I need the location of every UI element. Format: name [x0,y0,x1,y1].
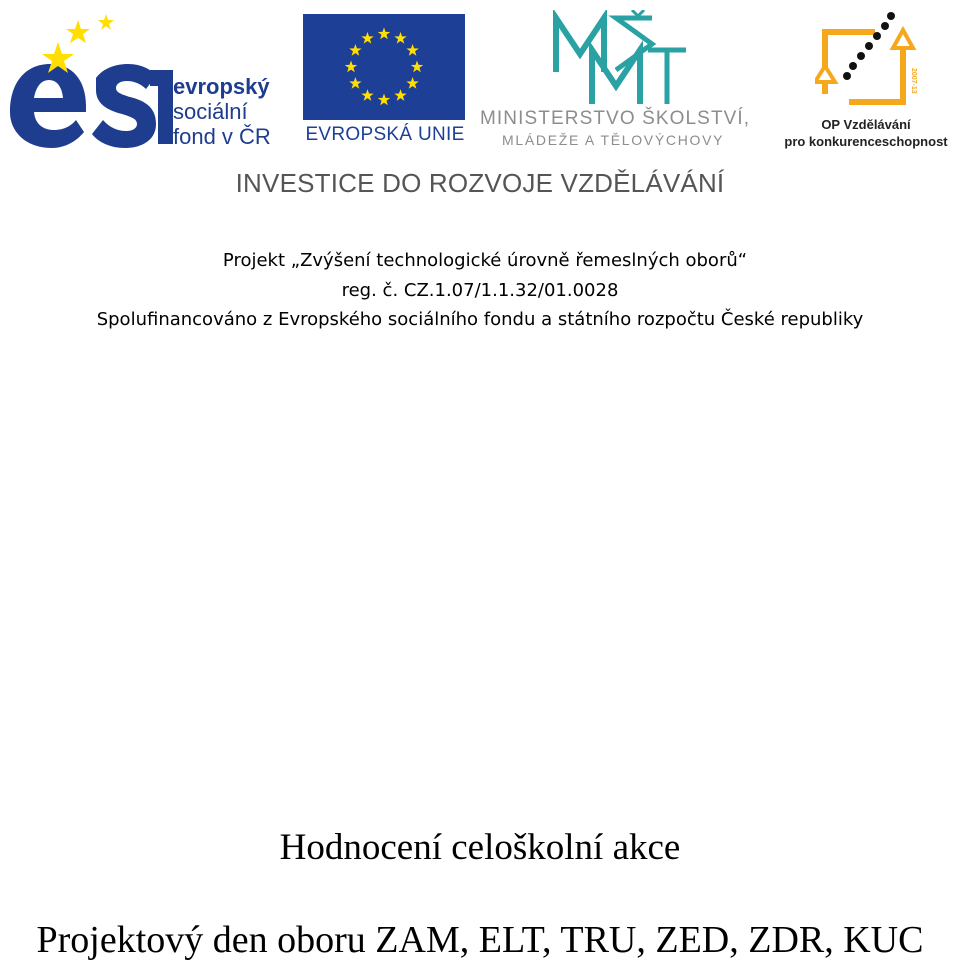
banner-text: INVESTICE DO ROZVOJE VZDĚLÁVÁNÍ [235,168,725,198]
eu-star-icon [378,28,390,40]
op-logo [775,10,957,152]
eu-stars [303,14,465,120]
eu-flag-icon [303,14,465,120]
esf-logo [8,12,293,148]
eu-logo [303,14,467,148]
eu-star-icon [349,44,361,56]
eu-star-icon [345,61,357,73]
msmt-line2: MLÁDEŽE A TĚLOVÝCHOVY [502,132,725,148]
esf-line1: evropský [173,74,270,99]
svg-text:2007-13: 2007-13 [910,68,917,94]
document-title: Hodnocení celoškolní akce [279,827,681,868]
eu-star-icon [406,44,418,56]
msmt-logo [480,8,765,150]
op-line1: OP Vzdělávání [821,117,911,132]
eu-star-icon [349,77,361,89]
msmt-icon [552,10,692,108]
logo-strip [0,0,960,160]
op-line2: pro konkurenceschopnost [784,134,948,149]
esf-line3: fond v ČR [173,124,271,149]
document-subtitle: Projektový den oboru ZAM, ELT, TRU, ZED, ZDR, KUC [36,919,924,961]
eu-star-icon [361,32,373,44]
eu-star-icon [394,89,406,101]
project-funding: Spolufinancováno z Evropského sociálního fondu a státního rozpočtu České republiky [96,309,864,330]
esf-icon [8,12,173,148]
eu-star-icon [361,89,373,101]
msmt-line1: MINISTERSTVO ŠKOLSTVÍ, [480,108,751,129]
eu-star-icon [378,94,390,106]
eu-label: EVROPSKÁ UNIE [305,124,465,145]
eu-star-icon [406,77,418,89]
eu-star-icon [394,32,406,44]
project-name: Projekt „Zvýšení technologické úrovně řemeslných oborů“ [222,250,748,271]
op-icon [815,10,925,110]
esf-line2: sociální [173,99,248,124]
esf-text [173,74,271,149]
eu-star-icon [411,61,423,73]
project-reg-number: reg. č. CZ.1.07/1.1.32/01.0028 [341,280,619,301]
